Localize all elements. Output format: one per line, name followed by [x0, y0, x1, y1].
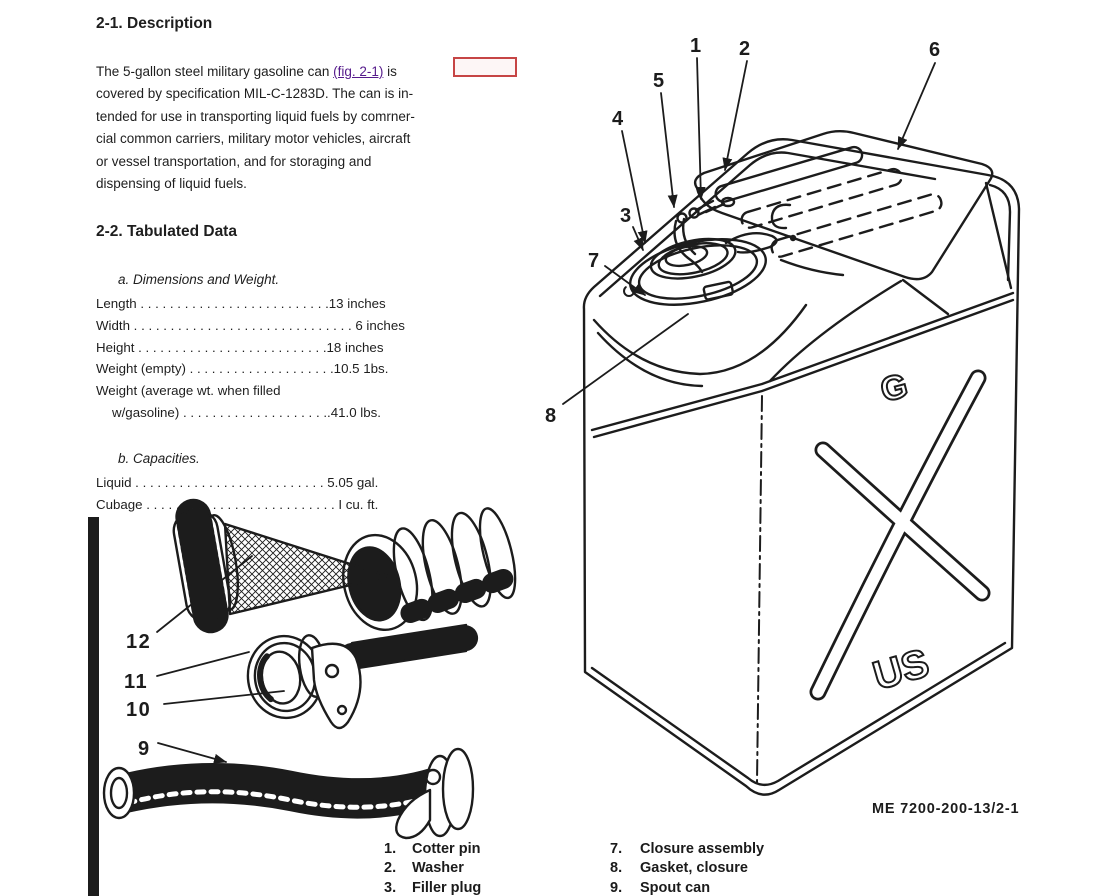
- table-row-liquid: Liquid . . . . . . . . . . . . . . . . . . . . . . . . . . 5.05 gal.: [96, 475, 379, 490]
- g-stamp: G: [876, 366, 912, 410]
- table-row-height: Height . . . . . . . . . . . . . . . . . . . . . . . . . .18 inches: [96, 339, 384, 355]
- legend-number: 7.: [610, 841, 623, 857]
- callout-8: 8: [545, 405, 558, 427]
- paragraph-text: is: [383, 64, 397, 79]
- x-emboss: [818, 378, 982, 692]
- section-heading-2-1: 2-1. Description: [96, 15, 213, 32]
- legend-label: Filler plug: [412, 879, 482, 896]
- dimensions-table: [96, 293, 405, 424]
- legend-item-1: [384, 840, 481, 859]
- callout-5: 5: [653, 70, 666, 92]
- paragraph-line: dispensing of liquid fuels.: [96, 176, 247, 192]
- carrying-handles: [695, 131, 992, 279]
- table-row-length: Length . . . . . . . . . . . . . . . . . . . . . . . . . .13 inches: [96, 296, 386, 311]
- section-heading-2-2: 2-2. Tabulated Data: [96, 223, 237, 240]
- paragraph-line: cial common carriers, military motor vehicles, aircraft: [96, 131, 411, 147]
- figure-plate-code: ME 7200-200-13/2-1: [872, 801, 1020, 817]
- fig-2-1-link[interactable]: (fig. 2-1): [333, 64, 384, 79]
- callout-11: 11: [124, 671, 149, 693]
- us-stamp: US: [868, 641, 934, 699]
- legend-item-3: [384, 879, 481, 896]
- legend-label: Spout can: [640, 879, 711, 896]
- legend-item-8: [610, 859, 764, 878]
- callout-10: 10: [126, 699, 152, 721]
- legend-item-9: [610, 879, 764, 896]
- callout-4: 4: [612, 108, 625, 130]
- legend-column-1: [384, 840, 481, 896]
- subsection-b-title: b. Capacities.: [118, 451, 200, 466]
- legend-label: Gasket, closure: [640, 860, 748, 877]
- flexible-spout-hose: [104, 749, 473, 838]
- cap-and-clamp-assembly: [243, 625, 466, 728]
- paragraph-text: The 5-gallon steel military gasoline can: [96, 64, 334, 79]
- callout-1: 1: [690, 35, 703, 57]
- table-row-weight-filled: Weight (average wt. when filled: [96, 383, 281, 399]
- legend-number: 3.: [384, 879, 397, 896]
- table-row-weight-empty: Weight (empty) . . . . . . . . . . . . . . . . . . . .10.5 1bs.: [96, 361, 389, 377]
- legend-number: 1.: [384, 841, 397, 857]
- legend-number: 2.: [384, 860, 397, 877]
- callout-7: 7: [588, 250, 601, 272]
- table-row-cubage: Cubage . . . . . . . . . . . . . . . . . . . . . . . . . . I cu. ft.: [96, 496, 379, 512]
- subsection-a-title: a. Dimensions and Weight.: [118, 272, 280, 287]
- paragraph-line: [96, 61, 415, 83]
- figure-border-bar: [88, 517, 99, 896]
- legend-column-2: [610, 840, 764, 896]
- legend-item-2: [384, 859, 481, 878]
- callout-6: 6: [929, 39, 942, 61]
- capacities-table: [96, 472, 378, 516]
- table-row-weight-filled-cont: w/gasoline) . . . . . . . . . . . . . . . . . . . ..41.0 lbs.: [112, 404, 381, 420]
- callout-12: 12: [126, 631, 152, 653]
- closure-assembly: [624, 198, 777, 316]
- legend-label: Washer: [412, 860, 464, 877]
- clamp-lever: [312, 644, 361, 728]
- legend-number: 9.: [610, 879, 623, 896]
- paragraph-line: covered by specification MIL-C-1283D. The can is in-: [96, 86, 414, 102]
- callout-2: 2: [739, 38, 752, 60]
- legend-item-7: [610, 840, 764, 859]
- legend-label: Closure assembly: [640, 841, 765, 857]
- description-paragraph: [96, 61, 415, 195]
- callout-9: 9: [138, 738, 151, 760]
- paragraph-line: tended for use in transporting liquid fuels by comrner-: [96, 108, 415, 124]
- spout-nozzle-assembly: [171, 503, 523, 638]
- legend-label: Cotter pin: [412, 841, 481, 857]
- paragraph-line: or vessel transportation, and for storaging and: [96, 153, 372, 169]
- callout-3: 3: [620, 205, 633, 227]
- table-row-width: Width . . . . . . . . . . . . . . . . . . . . . . . . . . . . . . 6 inches: [96, 317, 405, 333]
- legend-number: 8.: [610, 860, 623, 877]
- red-placeholder-box: [453, 57, 517, 77]
